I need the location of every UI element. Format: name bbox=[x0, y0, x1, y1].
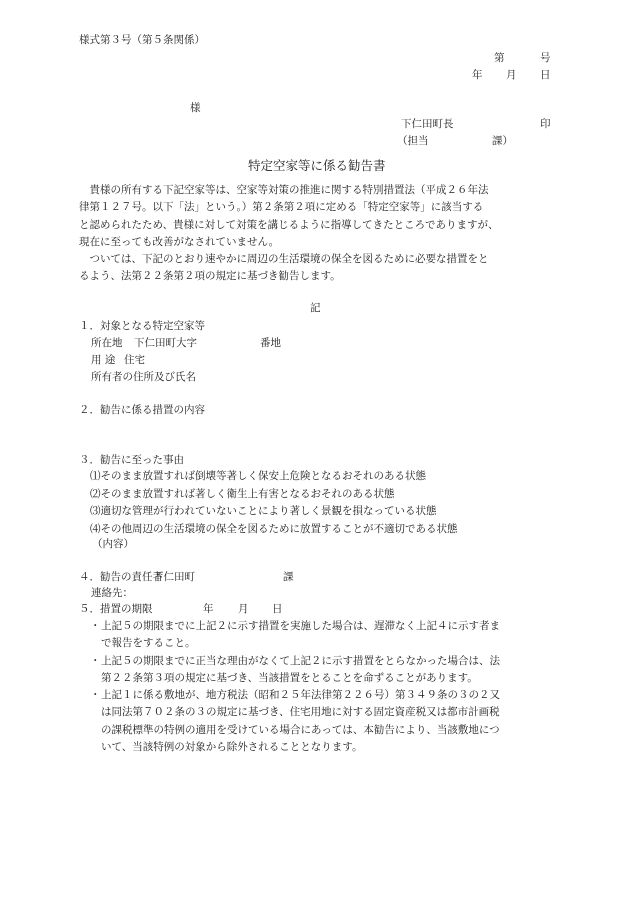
item5-heading: ５．措置の期限 bbox=[79, 603, 153, 615]
deadline-year: 年 bbox=[203, 603, 214, 615]
bullet-dot: ・ bbox=[90, 689, 101, 702]
doc-number-go: 号 bbox=[540, 52, 551, 64]
body-line: と認められたため、貴様に対して対策を講じるように指導してきたところでありますが、 bbox=[79, 218, 499, 231]
doc-number-dai: 第 bbox=[494, 52, 505, 64]
item3-heading: ３．勧告に至った事由 bbox=[79, 454, 184, 466]
contact-label: 連絡先： bbox=[91, 587, 133, 599]
location-value: 下仁田町大字 bbox=[134, 337, 197, 349]
note-line: 上記５の期限までに上記２に示す措置を実施した場合は、遅滞なく上記４に示す者ま bbox=[101, 620, 500, 632]
note-line: 上記５の期限までに正当な理由がなくて上記２に示す措置をとらなかった場合は、法 bbox=[101, 654, 500, 667]
body-text bbox=[79, 182, 498, 286]
bullet-dot: ・ bbox=[90, 654, 101, 667]
date-year: 年 bbox=[472, 69, 483, 81]
note-line: 上記１に係る敷地が、地方税法（昭和２５年法律第２２６号）第３４９条の３の２又 bbox=[101, 689, 500, 702]
owner-label: 所有者の住所及び氏名 bbox=[91, 371, 196, 383]
body-line: 貴様の所有する下記空家等は、空家等対策の推進に関する特別措置法（平成２６年法 bbox=[79, 184, 489, 196]
form-label: 様式第３号（第５条関係） bbox=[79, 34, 205, 46]
body-line: るよう、法第２２条第２項の規定に基づき勧告します。 bbox=[79, 270, 341, 283]
note-line: 第２２条第３項の規定に基づき、当該措置をとることを命ずることがあります。 bbox=[101, 671, 478, 684]
location-label: 所在地 bbox=[91, 337, 123, 349]
contact-close: 課） bbox=[492, 135, 513, 147]
body-line: 律第１２７号。以下「法」という。）第２条第２項に定める「特定空家等」に該当する bbox=[79, 201, 484, 214]
note-item bbox=[90, 618, 560, 653]
issuer-seal: 印 bbox=[540, 118, 551, 130]
notes-list bbox=[90, 618, 560, 756]
use-label: 用 途 bbox=[91, 354, 116, 366]
body-line: 現在に至っても改善がなされていません。 bbox=[79, 235, 280, 248]
use-value: 住宅 bbox=[124, 354, 145, 366]
content-label: （内容） bbox=[92, 538, 134, 550]
reason-item: ⑶適切な管理が行われていないことにより著しく景観を損なっている状態 bbox=[90, 505, 437, 517]
bullet-dot: ・ bbox=[90, 620, 101, 632]
contact-open: （担当 bbox=[397, 135, 429, 147]
date-day: 日 bbox=[540, 69, 551, 81]
note-line: いて、当該特例の対象から除外されることとなります。 bbox=[101, 741, 363, 754]
body-line: ついては、下記のとおり速やかに周辺の生活環境の保全を図るために必要な措置をと bbox=[79, 253, 489, 266]
responsible-ka: 課 bbox=[283, 571, 294, 583]
date-month: 月 bbox=[506, 69, 517, 81]
note-item bbox=[90, 653, 560, 688]
deadline-month: 月 bbox=[238, 603, 249, 615]
responsible-org: 下仁田町 bbox=[153, 571, 195, 583]
note-line: で報告をすること。 bbox=[101, 637, 196, 650]
item2-heading: ２．勧告に係る措置の内容 bbox=[79, 404, 205, 416]
banchi: 番地 bbox=[260, 337, 281, 349]
note-line: の課税標準の特例の適用を受けている場合にあっては、本勧告により、当該敷地につ bbox=[101, 723, 500, 736]
reason-item: ⑷その他周辺の生活環境の保全を図るために放置することが不適切である状態 bbox=[90, 522, 458, 535]
reason-list bbox=[90, 468, 458, 538]
ki-heading: 記 bbox=[310, 302, 321, 314]
reason-item: ⑵そのまま放置すれば著しく衛生上有害となるおそれのある状態 bbox=[90, 487, 395, 500]
note-item bbox=[90, 687, 560, 756]
document-title: 特定空家等に係る勧告書 bbox=[248, 158, 386, 173]
issuer-name: 下仁田町長 bbox=[401, 118, 454, 130]
deadline-day: 日 bbox=[272, 603, 283, 615]
addressee: 様 bbox=[190, 102, 201, 114]
reason-item: ⑴そのまま放置すれば倒壊等著しく保安上危険となるおそれのある状態 bbox=[90, 470, 426, 482]
note-line: は同法第７０２条の３の規定に基づき、住宅用地に対する固定資産税又は都市計画税 bbox=[101, 706, 500, 719]
item4-heading: ４．勧告の責任者 bbox=[79, 571, 163, 583]
item1-heading: １．対象となる特定空家等 bbox=[79, 320, 205, 332]
